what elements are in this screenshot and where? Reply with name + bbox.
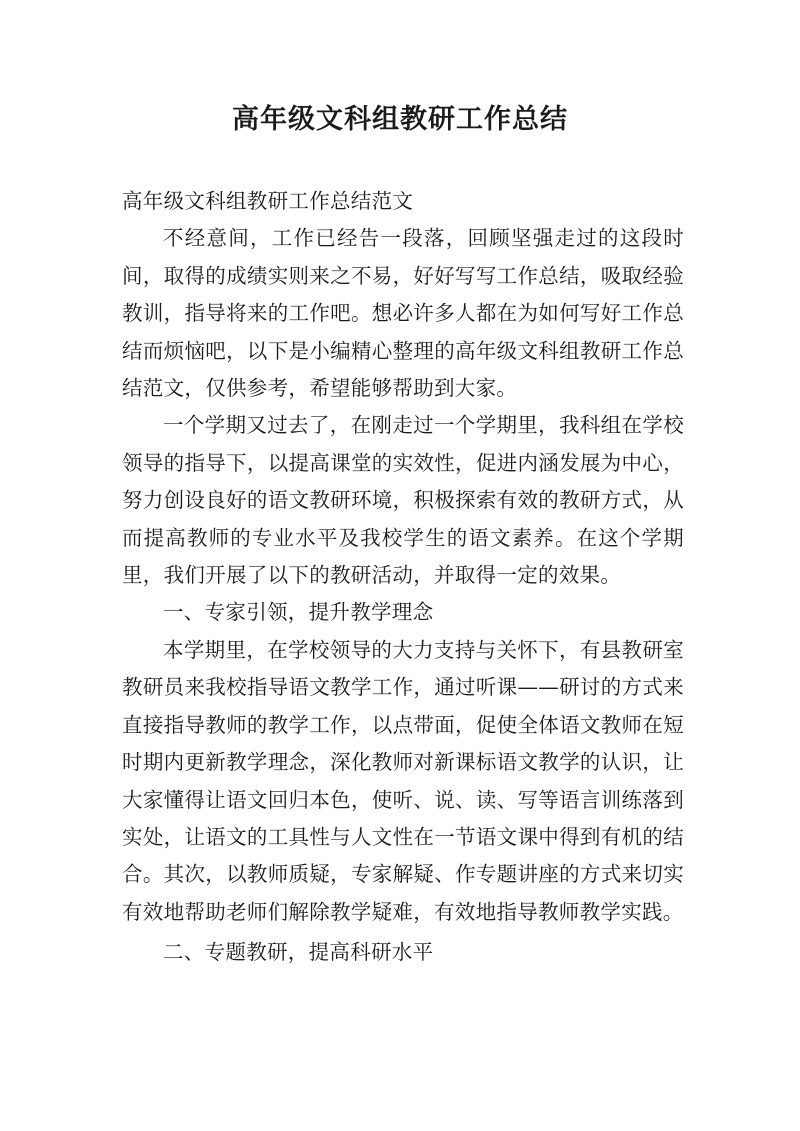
section-1-paragraph: 本学期里，在学校领导的大力支持与关怀下，有县教研室教研员来我校指导语文教学工作，通过听课——研讨的方式来直接指导教师的教学工作，以点带面，促使全体语文教师在短时期内更新教学理念，深化教师对新课标语文教学的认识，让大家懂得让语文回归本色，使听、说、读、写等语言训练落到实处，让语文的工具性与人文性在一节语文课中得到有机的结合。其次，以教师质疑，专家解疑、作专题讲座的方式来切实有效地帮助老师们解除教学疑难，有效地指导教师教学实践。 (122, 637, 684, 924)
document-body (122, 183, 684, 972)
overview-paragraph: 一个学期又过去了，在刚走过一个学期里，我科组在学校领导的指导下，以提高课堂的实效性，促进内涵发展为中心，努力创设良好的语文教研环境，积极探索有效的教研方式，从而提高教师的专业水平及我校学生的语文素养。在这个学期里，我们开展了以下的教研活动，并取得一定的效果。 (122, 413, 684, 588)
section-2-heading: 二、专题教研，提高科研水平 (163, 940, 434, 965)
intro-paragraph: 不经意间，工作已经告一段落，回顾坚强走过的这段时间，取得的成绩实则来之不易，好好写写工作总结，吸取经验教训，指导将来的工作吧。想必许多人都在为如何写好工作总结而烦恼吧，以下是小编精心整理的高年级文科组教研工作总结范文，仅供参考，希望能够帮助到大家。 (122, 226, 684, 401)
document-subtitle: 高年级文科组教研工作总结范文 (122, 189, 414, 213)
document-title: 高年级文科组教研工作总结 (232, 104, 568, 135)
section-1-heading: 一、专家引领，提升教学理念 (163, 600, 434, 625)
